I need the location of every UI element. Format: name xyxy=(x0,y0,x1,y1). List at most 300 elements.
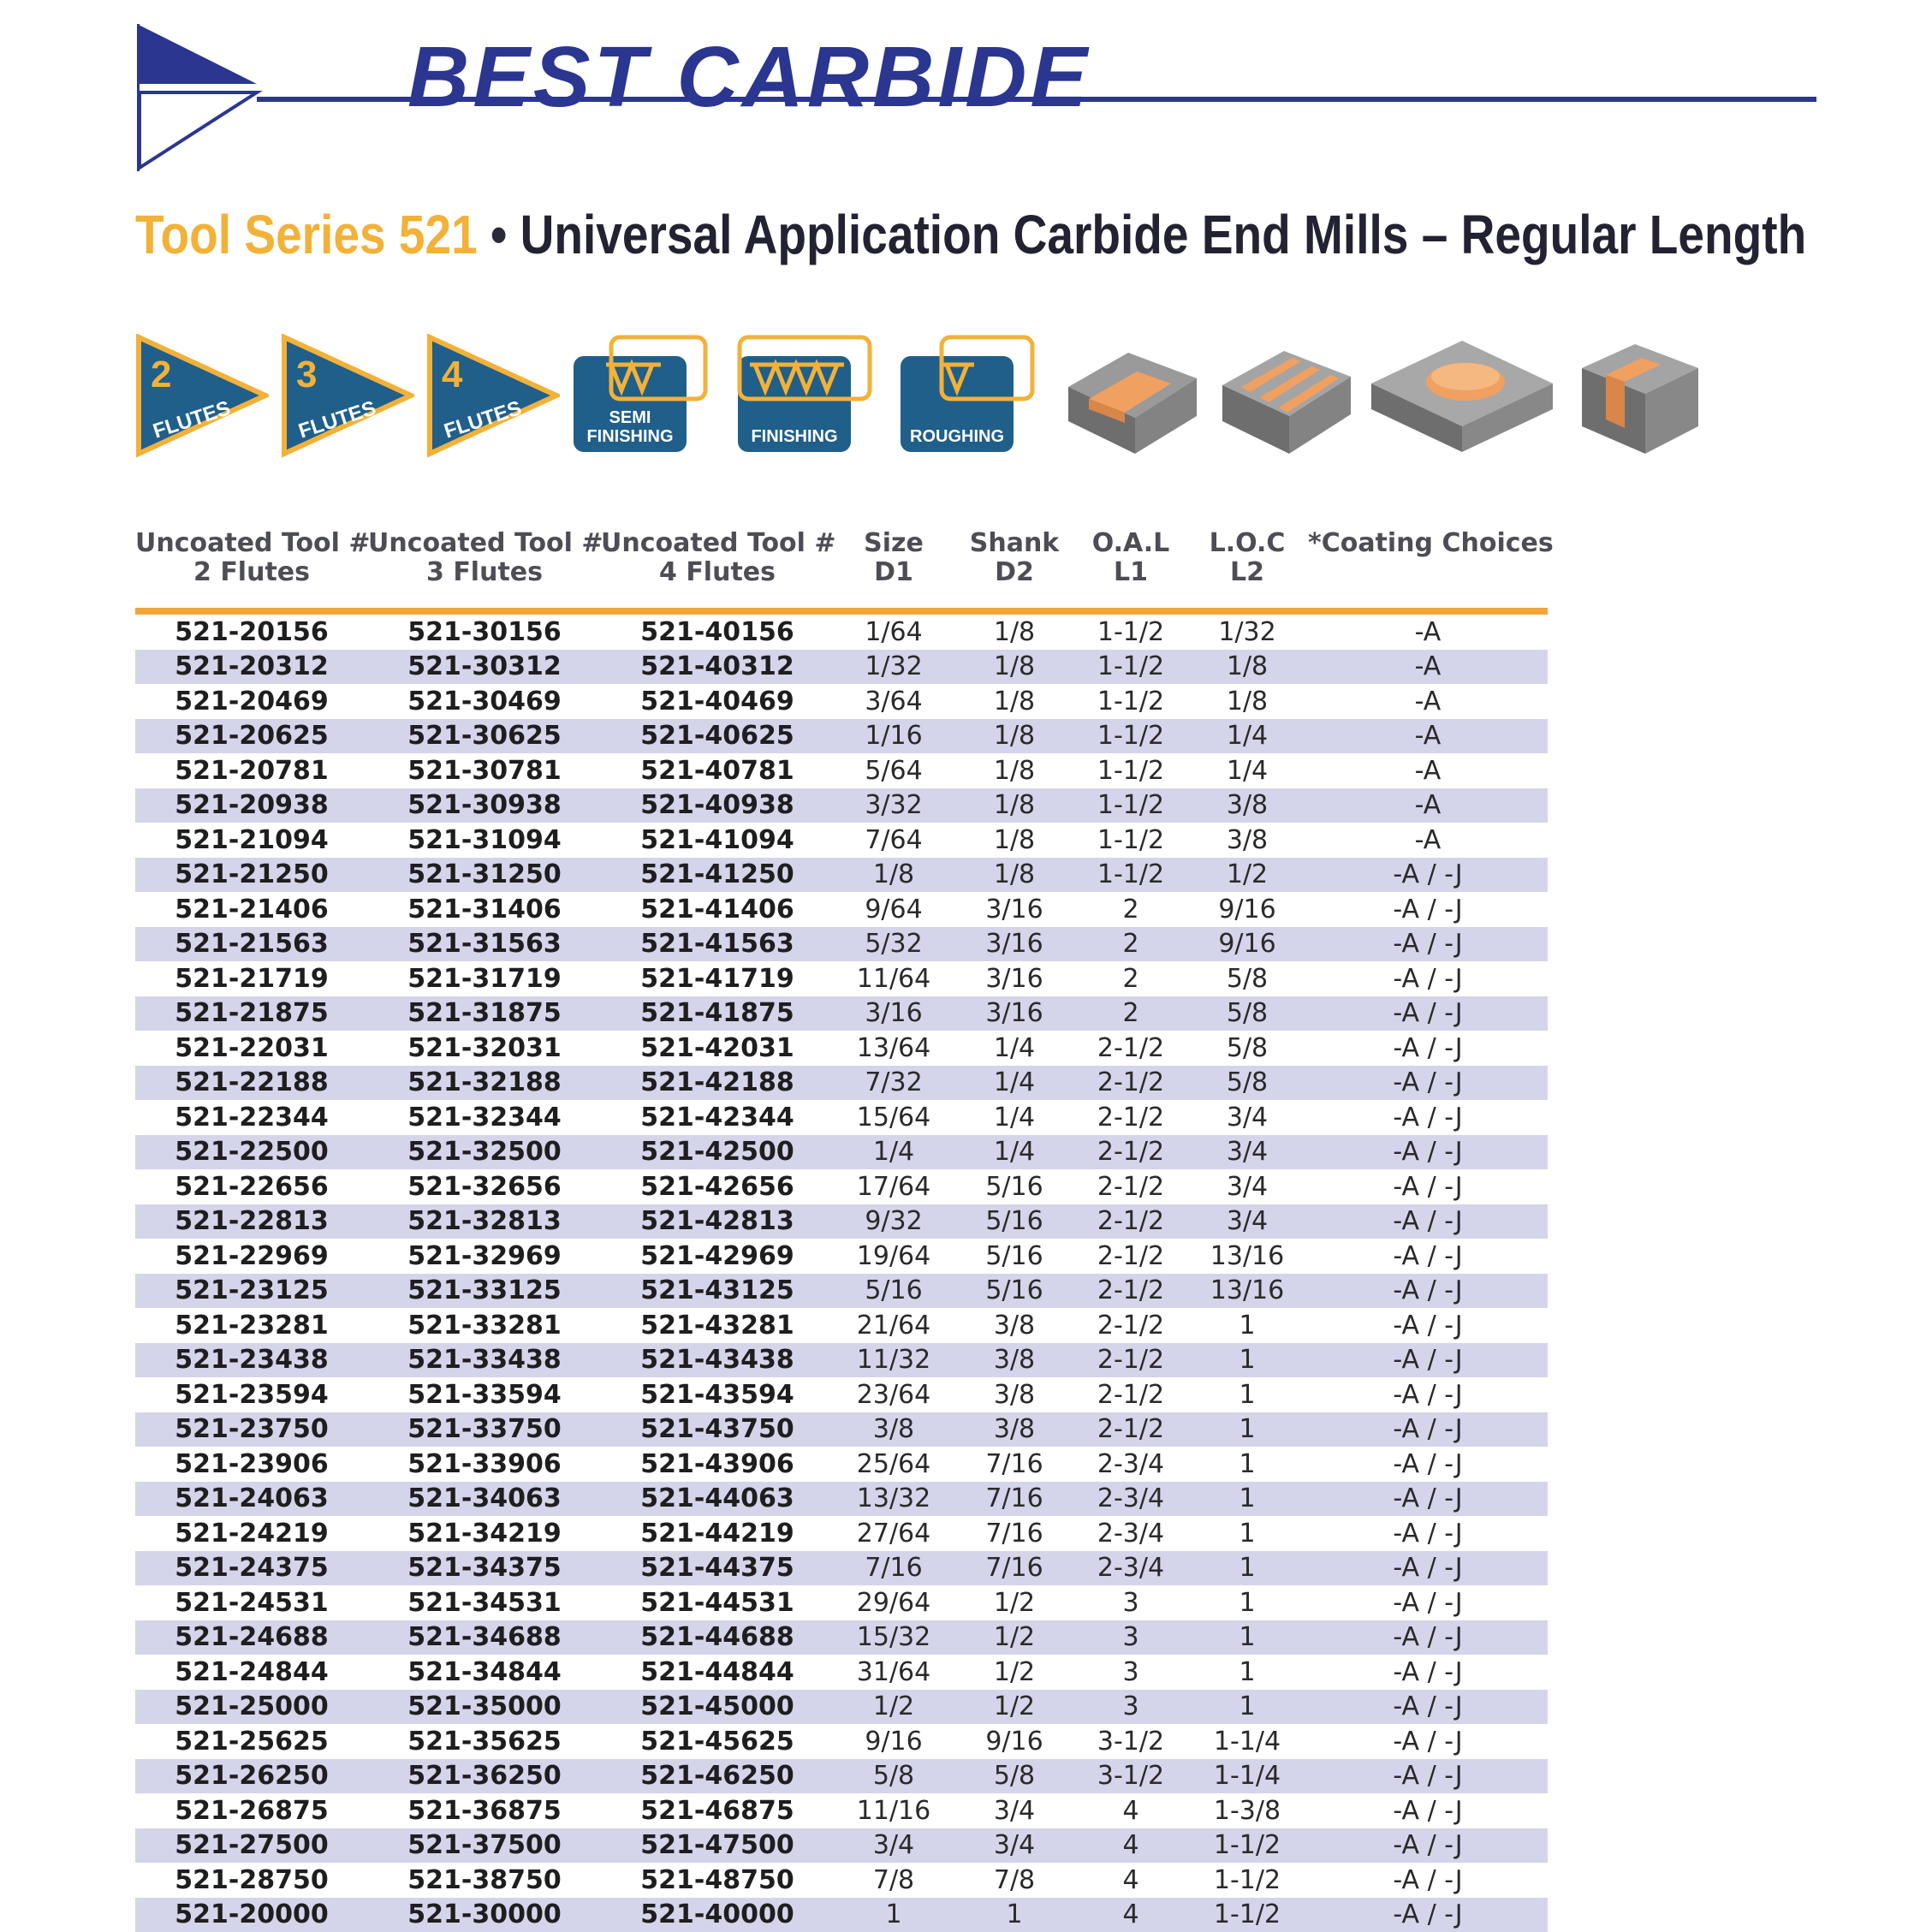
tool-number-cell: 521-43438 xyxy=(640,1345,794,1376)
tool-number-cell: 521-21875 xyxy=(175,998,329,1029)
tool-number-cell: 521-20000 xyxy=(175,1899,329,1930)
spec-cell: -A / -J xyxy=(1393,1067,1463,1098)
tool-number-cell: 521-31563 xyxy=(407,929,562,960)
spec-cell: 2-1/2 xyxy=(1097,1171,1165,1202)
tool-number-cell: 521-44844 xyxy=(640,1656,794,1687)
spec-cell: -A / -J xyxy=(1393,1483,1463,1514)
tool-number-cell: 521-44219 xyxy=(640,1518,794,1549)
table-row xyxy=(135,1031,1548,1066)
spec-cell: 2-1/2 xyxy=(1097,1240,1165,1271)
table-row xyxy=(135,927,1548,962)
table-row xyxy=(135,1066,1548,1101)
spec-cell: -A / -J xyxy=(1393,929,1463,960)
spec-cell: 1-1/2 xyxy=(1097,686,1165,716)
spec-cell: 3/16 xyxy=(985,998,1043,1029)
table-row xyxy=(135,1516,1548,1551)
tool-number-cell: 521-46250 xyxy=(640,1761,794,1792)
spec-cell: 1/2 xyxy=(993,1656,1036,1687)
spec-cell: 1/2 xyxy=(1226,859,1269,890)
spec-cell: 1/8 xyxy=(1226,686,1269,716)
table-row xyxy=(135,1759,1548,1794)
spec-cell: 2-3/4 xyxy=(1097,1553,1165,1584)
tool-number-cell: 521-44688 xyxy=(640,1622,794,1653)
tool-number-cell: 521-43281 xyxy=(640,1310,794,1341)
table-row xyxy=(135,1412,1548,1448)
tool-number-cell: 521-35625 xyxy=(407,1726,562,1757)
tool-number-cell: 521-38750 xyxy=(407,1864,562,1895)
product-table xyxy=(135,528,1554,1932)
spec-cell: 1/16 xyxy=(865,721,923,752)
spec-cell: -A / -J xyxy=(1393,1032,1463,1063)
spec-cell: 3-1/2 xyxy=(1097,1726,1165,1757)
tool-number-cell: 521-32813 xyxy=(407,1206,562,1237)
tool-number-cell: 521-40938 xyxy=(640,790,794,821)
tool-number-cell: 521-42969 xyxy=(640,1240,794,1271)
spec-cell: 3/32 xyxy=(865,790,923,821)
header-cell: Uncoated Tool # 3 Flutes xyxy=(368,528,603,587)
spec-cell: 1-1/2 xyxy=(1213,1899,1281,1930)
table-row xyxy=(135,1898,1548,1932)
spec-cell: -A / -J xyxy=(1393,894,1463,924)
title-series: Tool Series 521 xyxy=(135,204,478,265)
spec-cell: 1-1/2 xyxy=(1097,859,1165,890)
tool-number-cell: 521-21094 xyxy=(175,824,329,855)
tool-number-cell: 521-43750 xyxy=(640,1414,794,1445)
spec-cell: 31/64 xyxy=(856,1656,931,1687)
tool-number-cell: 521-21563 xyxy=(175,929,329,960)
tool-number-cell: 521-20781 xyxy=(175,755,329,786)
spec-cell: 3/8 xyxy=(1226,824,1269,855)
spec-cell: 5/8 xyxy=(1226,1067,1269,1098)
table-row xyxy=(135,615,1548,650)
table-row xyxy=(135,858,1548,893)
spec-cell: 3 xyxy=(1122,1691,1139,1722)
flute-label: FLUTES xyxy=(295,396,379,443)
spec-cell: -A xyxy=(1414,721,1442,752)
spec-cell: 3 xyxy=(1122,1587,1139,1618)
tool-number-cell: 521-23281 xyxy=(175,1310,329,1341)
tool-number-cell: 521-21719 xyxy=(175,963,329,994)
spec-cell: 3/8 xyxy=(993,1310,1036,1341)
spec-cell: 7/16 xyxy=(985,1518,1043,1549)
tool-number-cell: 521-30781 xyxy=(407,755,562,786)
spec-cell: 1-1/4 xyxy=(1213,1761,1281,1792)
title-separator: • xyxy=(490,204,508,265)
spec-cell: 1 xyxy=(1239,1310,1256,1341)
spec-cell: 2-3/4 xyxy=(1097,1518,1165,1549)
tool-number-cell: 521-24531 xyxy=(175,1587,329,1618)
header-cell: *Coating Choices xyxy=(1308,528,1554,558)
tool-number-cell: 521-36875 xyxy=(407,1795,562,1826)
tool-number-cell: 521-41563 xyxy=(640,929,794,960)
spec-cell: 3/64 xyxy=(865,686,923,716)
table-row xyxy=(135,823,1548,858)
tool-number-cell: 521-36250 xyxy=(407,1761,562,1792)
spec-cell: 1/8 xyxy=(993,721,1036,752)
spec-cell: 1/4 xyxy=(993,1067,1036,1098)
spec-cell: 17/64 xyxy=(856,1171,931,1202)
tool-number-cell: 521-23438 xyxy=(175,1345,329,1376)
table-row xyxy=(135,1620,1548,1656)
spec-cell: -A / -J xyxy=(1393,1310,1463,1341)
spec-cell: 3/8 xyxy=(993,1414,1036,1445)
spec-cell: 4 xyxy=(1122,1830,1139,1861)
flute-number: 2 xyxy=(151,354,172,395)
table-row xyxy=(135,753,1548,788)
tool-number-cell: 521-24063 xyxy=(175,1483,329,1514)
spec-cell: 2 xyxy=(1122,998,1139,1029)
tool-number-cell: 521-34219 xyxy=(407,1518,562,1549)
table-row xyxy=(135,1690,1548,1725)
tool-number-cell: 521-30938 xyxy=(407,790,562,821)
spec-cell: 7/8 xyxy=(993,1864,1036,1895)
spec-cell: 9/16 xyxy=(1218,929,1276,960)
spec-cell: 9/16 xyxy=(985,1726,1043,1757)
semi-finishing-icon xyxy=(572,334,709,462)
spec-cell: 1/4 xyxy=(993,1032,1036,1063)
spec-cell: -A / -J xyxy=(1393,1830,1463,1861)
flute-label: FLUTES xyxy=(441,396,525,443)
tool-number-cell: 521-23906 xyxy=(175,1448,329,1479)
table-row xyxy=(135,650,1548,685)
tool-number-cell: 521-45000 xyxy=(640,1691,794,1722)
spec-cell: 1/4 xyxy=(993,1102,1036,1132)
tool-number-cell: 521-47500 xyxy=(640,1830,794,1861)
spec-cell: -A / -J xyxy=(1393,1656,1463,1687)
spec-cell: 4 xyxy=(1122,1899,1139,1930)
spec-cell: 1/4 xyxy=(1226,721,1269,752)
tool-number-cell: 521-22969 xyxy=(175,1240,329,1271)
spec-cell: 1 xyxy=(885,1899,902,1930)
spec-cell: 2 xyxy=(1122,963,1139,994)
tool-number-cell: 521-22031 xyxy=(175,1032,329,1063)
spec-cell: -A / -J xyxy=(1393,1206,1463,1237)
spec-cell: -A xyxy=(1414,616,1442,647)
title-description: Universal Application Carbide End Mills – Regular Length xyxy=(520,204,1807,265)
tool-number-cell: 521-32344 xyxy=(407,1102,562,1132)
spec-cell: -A / -J xyxy=(1393,998,1463,1029)
tool-number-cell: 521-40000 xyxy=(640,1899,794,1930)
tool-number-cell: 521-44375 xyxy=(640,1553,794,1584)
spec-cell: 13/32 xyxy=(856,1483,931,1514)
tool-number-cell: 521-42188 xyxy=(640,1067,794,1098)
table-row xyxy=(135,1100,1548,1135)
spec-cell: -A / -J xyxy=(1393,1379,1463,1410)
tool-number-cell: 521-22656 xyxy=(175,1171,329,1202)
tool-number-cell: 521-43906 xyxy=(640,1448,794,1479)
tool-number-cell: 521-25625 xyxy=(175,1726,329,1757)
spec-cell: -A xyxy=(1414,755,1442,786)
spec-cell: 5/8 xyxy=(1226,998,1269,1029)
table-header xyxy=(135,528,1554,603)
spec-cell: -A / -J xyxy=(1393,1414,1463,1445)
tool-number-cell: 521-23594 xyxy=(175,1379,329,1410)
tool-number-cell: 521-34375 xyxy=(407,1553,562,1584)
table-row xyxy=(135,1135,1548,1170)
pocket-block-icon xyxy=(1368,334,1556,462)
tool-number-cell: 521-25000 xyxy=(175,1691,329,1722)
spec-cell: 15/32 xyxy=(856,1622,931,1653)
spec-cell: -A xyxy=(1414,790,1442,821)
tool-number-cell: 521-41094 xyxy=(640,824,794,855)
spec-cell: 3/4 xyxy=(1226,1102,1269,1132)
tool-number-cell: 521-44063 xyxy=(640,1483,794,1514)
spec-cell: 5/16 xyxy=(865,1275,923,1306)
tool-number-cell: 521-23750 xyxy=(175,1414,329,1445)
spec-cell: 3-1/2 xyxy=(1097,1761,1165,1792)
spec-cell: 1/64 xyxy=(865,616,923,647)
spec-cell: -A / -J xyxy=(1393,1691,1463,1722)
tool-number-cell: 521-41719 xyxy=(640,963,794,994)
tool-number-cell: 521-27500 xyxy=(175,1830,329,1861)
spec-cell: 2-1/2 xyxy=(1097,1379,1165,1410)
tool-number-cell: 521-21406 xyxy=(175,894,329,924)
spec-cell: 2 xyxy=(1122,894,1139,924)
header-cell: Uncoated Tool # 4 Flutes xyxy=(601,528,836,587)
spec-cell: 2-1/2 xyxy=(1097,1206,1165,1237)
spec-cell: 3/8 xyxy=(993,1379,1036,1410)
tool-number-cell: 521-33594 xyxy=(407,1379,562,1410)
spec-cell: -A / -J xyxy=(1393,1726,1463,1757)
table-row xyxy=(135,892,1548,927)
spec-cell: 7/16 xyxy=(985,1483,1043,1514)
spec-cell: 5/32 xyxy=(865,929,923,960)
spec-cell: 1/8 xyxy=(993,616,1036,647)
spec-cell: 11/32 xyxy=(856,1345,931,1376)
spec-cell: 1/32 xyxy=(1218,616,1276,647)
tool-number-cell: 521-32188 xyxy=(407,1067,562,1098)
badge-line2: FINISHING xyxy=(586,427,674,446)
tool-number-cell: 521-33906 xyxy=(407,1448,562,1479)
table-row xyxy=(135,996,1548,1031)
tool-number-cell: 521-43125 xyxy=(640,1275,794,1306)
tool-number-cell: 521-37500 xyxy=(407,1830,562,1861)
table-row xyxy=(135,788,1548,823)
spec-cell: 9/64 xyxy=(865,894,923,924)
spec-cell: 2-1/2 xyxy=(1097,1067,1165,1098)
tool-number-cell: 521-40156 xyxy=(640,616,794,647)
spec-cell: 1-1/2 xyxy=(1213,1864,1281,1895)
four-flutes-icon xyxy=(426,334,560,462)
spec-cell: 27/64 xyxy=(856,1518,931,1549)
spec-cell: 1/8 xyxy=(993,824,1036,855)
header-cell: Shank D2 xyxy=(969,528,1060,587)
brand-name: BEST CARBIDE xyxy=(407,29,1091,125)
page-title xyxy=(135,204,1807,265)
tool-number-cell: 521-24688 xyxy=(175,1622,329,1653)
tool-number-cell: 521-20312 xyxy=(175,651,329,682)
tool-number-cell: 521-31250 xyxy=(407,859,562,890)
tool-number-cell: 521-45625 xyxy=(640,1726,794,1757)
spec-cell: -A xyxy=(1414,651,1442,682)
tool-number-cell: 521-30156 xyxy=(407,616,562,647)
spec-cell: -A / -J xyxy=(1393,1795,1463,1826)
spec-cell: 5/16 xyxy=(985,1275,1043,1306)
tool-number-cell: 521-20938 xyxy=(175,790,329,821)
tool-number-cell: 521-40625 xyxy=(640,721,794,752)
spec-cell: 1-1/2 xyxy=(1213,1830,1281,1861)
tool-number-cell: 521-20625 xyxy=(175,721,329,752)
multi-slot-block-icon xyxy=(1217,334,1354,462)
spec-cell: 1 xyxy=(1239,1379,1256,1410)
spec-cell: 1 xyxy=(1239,1553,1256,1584)
tool-number-cell: 521-42500 xyxy=(640,1137,794,1168)
spec-cell: 1-1/2 xyxy=(1097,651,1165,682)
table-row xyxy=(135,1239,1548,1274)
tool-number-cell: 521-26875 xyxy=(175,1795,329,1826)
spec-cell: 3/16 xyxy=(865,998,923,1029)
table-row xyxy=(135,1274,1548,1309)
spec-cell: 7/32 xyxy=(865,1067,923,1098)
tool-number-cell: 521-44531 xyxy=(640,1587,794,1618)
spec-cell: -A / -J xyxy=(1393,859,1463,890)
tool-number-cell: 521-43594 xyxy=(640,1379,794,1410)
spec-cell: -A / -J xyxy=(1393,1448,1463,1479)
spec-cell: 7/16 xyxy=(985,1553,1043,1584)
spec-cell: 7/8 xyxy=(872,1864,915,1895)
spec-cell: 19/64 xyxy=(856,1240,931,1271)
spec-cell: 9/16 xyxy=(1218,894,1276,924)
spec-cell: 1 xyxy=(1239,1587,1256,1618)
table-row xyxy=(135,1655,1548,1690)
spec-cell: 1/4 xyxy=(872,1137,915,1168)
spec-cell: 29/64 xyxy=(856,1587,931,1618)
spec-cell: 5/8 xyxy=(872,1761,915,1792)
table-row xyxy=(135,1863,1548,1898)
table-row xyxy=(135,1724,1548,1759)
spec-cell: -A / -J xyxy=(1393,1761,1463,1792)
roughing-icon xyxy=(899,334,1036,462)
channel-block-icon xyxy=(1575,334,1703,462)
spec-cell: -A / -J xyxy=(1393,1240,1463,1271)
tool-number-cell: 521-26250 xyxy=(175,1761,329,1792)
spec-cell: 5/8 xyxy=(1226,1032,1269,1063)
spec-cell: 1/2 xyxy=(993,1691,1036,1722)
spec-cell: 1/4 xyxy=(993,1137,1036,1168)
spec-cell: 3/4 xyxy=(993,1830,1036,1861)
tool-number-cell: 521-30625 xyxy=(407,721,562,752)
tool-number-cell: 521-42656 xyxy=(640,1171,794,1202)
spec-cell: 3/8 xyxy=(1226,790,1269,821)
tool-number-cell: 521-22500 xyxy=(175,1137,329,1168)
slotting-block-icon xyxy=(1060,334,1200,462)
spec-cell: 1 xyxy=(1006,1899,1023,1930)
header-cell: Size D1 xyxy=(864,528,924,587)
tool-number-cell: 521-24375 xyxy=(175,1553,329,1584)
spec-cell: 1/8 xyxy=(1226,651,1269,682)
spec-cell: -A / -J xyxy=(1393,1587,1463,1618)
spec-cell: 1/8 xyxy=(993,859,1036,890)
spec-cell: 5/64 xyxy=(865,755,923,786)
tool-number-cell: 521-30312 xyxy=(407,651,562,682)
spec-cell: -A / -J xyxy=(1393,1102,1463,1132)
badge-line1: SEMI xyxy=(609,408,651,427)
table-row xyxy=(135,1204,1548,1239)
spec-cell: -A / -J xyxy=(1393,1275,1463,1306)
spec-cell: 1-1/2 xyxy=(1097,790,1165,821)
spec-cell: 1/8 xyxy=(993,755,1036,786)
header-divider xyxy=(135,608,1548,615)
spec-cell: 1 xyxy=(1239,1518,1256,1549)
tool-number-cell: 521-30469 xyxy=(407,686,562,716)
spec-cell: -A / -J xyxy=(1393,1171,1463,1202)
tool-number-cell: 521-42813 xyxy=(640,1206,794,1237)
spec-cell: 1-1/2 xyxy=(1097,721,1165,752)
spec-cell: 5/8 xyxy=(993,1761,1036,1792)
spec-cell: 11/64 xyxy=(856,963,931,994)
tool-number-cell: 521-31719 xyxy=(407,963,562,994)
tool-number-cell: 521-20156 xyxy=(175,616,329,647)
spec-cell: 1 xyxy=(1239,1448,1256,1479)
tool-number-cell: 521-31875 xyxy=(407,998,562,1029)
spec-cell: 2-1/2 xyxy=(1097,1275,1165,1306)
spec-cell: 7/64 xyxy=(865,824,923,855)
spec-cell: 3 xyxy=(1122,1622,1139,1653)
tool-number-cell: 521-31094 xyxy=(407,824,562,855)
tool-number-cell: 521-22344 xyxy=(175,1102,329,1132)
spec-cell: 3/4 xyxy=(993,1795,1036,1826)
table-row xyxy=(135,1343,1548,1378)
spec-cell: 4 xyxy=(1122,1864,1139,1895)
spec-cell: 3/8 xyxy=(872,1414,915,1445)
spec-cell: -A / -J xyxy=(1393,1864,1463,1895)
spec-cell: 2-1/2 xyxy=(1097,1310,1165,1341)
spec-cell: 9/32 xyxy=(865,1206,923,1237)
spec-cell: 9/16 xyxy=(865,1726,923,1757)
table-row xyxy=(135,961,1548,996)
three-flutes-icon xyxy=(281,334,414,462)
badge-line2: ROUGHING xyxy=(910,427,1004,446)
table-row xyxy=(135,684,1548,719)
spec-cell: 2-3/4 xyxy=(1097,1483,1165,1514)
spec-cell: 1/8 xyxy=(993,651,1036,682)
spec-cell: 1/32 xyxy=(865,651,923,682)
tool-number-cell: 521-46875 xyxy=(640,1795,794,1826)
spec-cell: 23/64 xyxy=(856,1379,931,1410)
spec-cell: 7/16 xyxy=(865,1553,923,1584)
tool-number-cell: 521-40312 xyxy=(640,651,794,682)
spec-cell: 13/16 xyxy=(1210,1240,1285,1271)
tool-number-cell: 521-41250 xyxy=(640,859,794,890)
tool-number-cell: 521-32031 xyxy=(407,1032,562,1063)
spec-cell: 13/16 xyxy=(1210,1275,1285,1306)
tool-number-cell: 521-24219 xyxy=(175,1518,329,1549)
table-row xyxy=(135,1828,1548,1864)
spec-cell: 1 xyxy=(1239,1345,1256,1376)
spec-cell: 1 xyxy=(1239,1414,1256,1445)
spec-cell: 5/16 xyxy=(985,1171,1043,1202)
tool-number-cell: 521-20469 xyxy=(175,686,329,716)
spec-cell: 5/8 xyxy=(1226,963,1269,994)
spec-cell: 1/8 xyxy=(872,859,915,890)
tool-number-cell: 521-32969 xyxy=(407,1240,562,1271)
table-row xyxy=(135,1308,1548,1343)
spec-cell: 3/4 xyxy=(1226,1137,1269,1168)
tool-number-cell: 521-22813 xyxy=(175,1206,329,1237)
tool-number-cell: 521-21250 xyxy=(175,859,329,890)
table-row xyxy=(135,1585,1548,1620)
spec-cell: 3/4 xyxy=(1226,1171,1269,1202)
tool-number-cell: 521-34063 xyxy=(407,1483,562,1514)
tool-number-cell: 521-33438 xyxy=(407,1345,562,1376)
spec-cell: 2-1/2 xyxy=(1097,1414,1165,1445)
flute-number: 3 xyxy=(296,354,318,395)
header-cell: Uncoated Tool # 2 Flutes xyxy=(135,528,371,587)
spec-cell: 1 xyxy=(1239,1691,1256,1722)
tool-number-cell: 521-40781 xyxy=(640,755,794,786)
flute-label: FLUTES xyxy=(150,396,234,443)
tool-number-cell: 521-32656 xyxy=(407,1171,562,1202)
